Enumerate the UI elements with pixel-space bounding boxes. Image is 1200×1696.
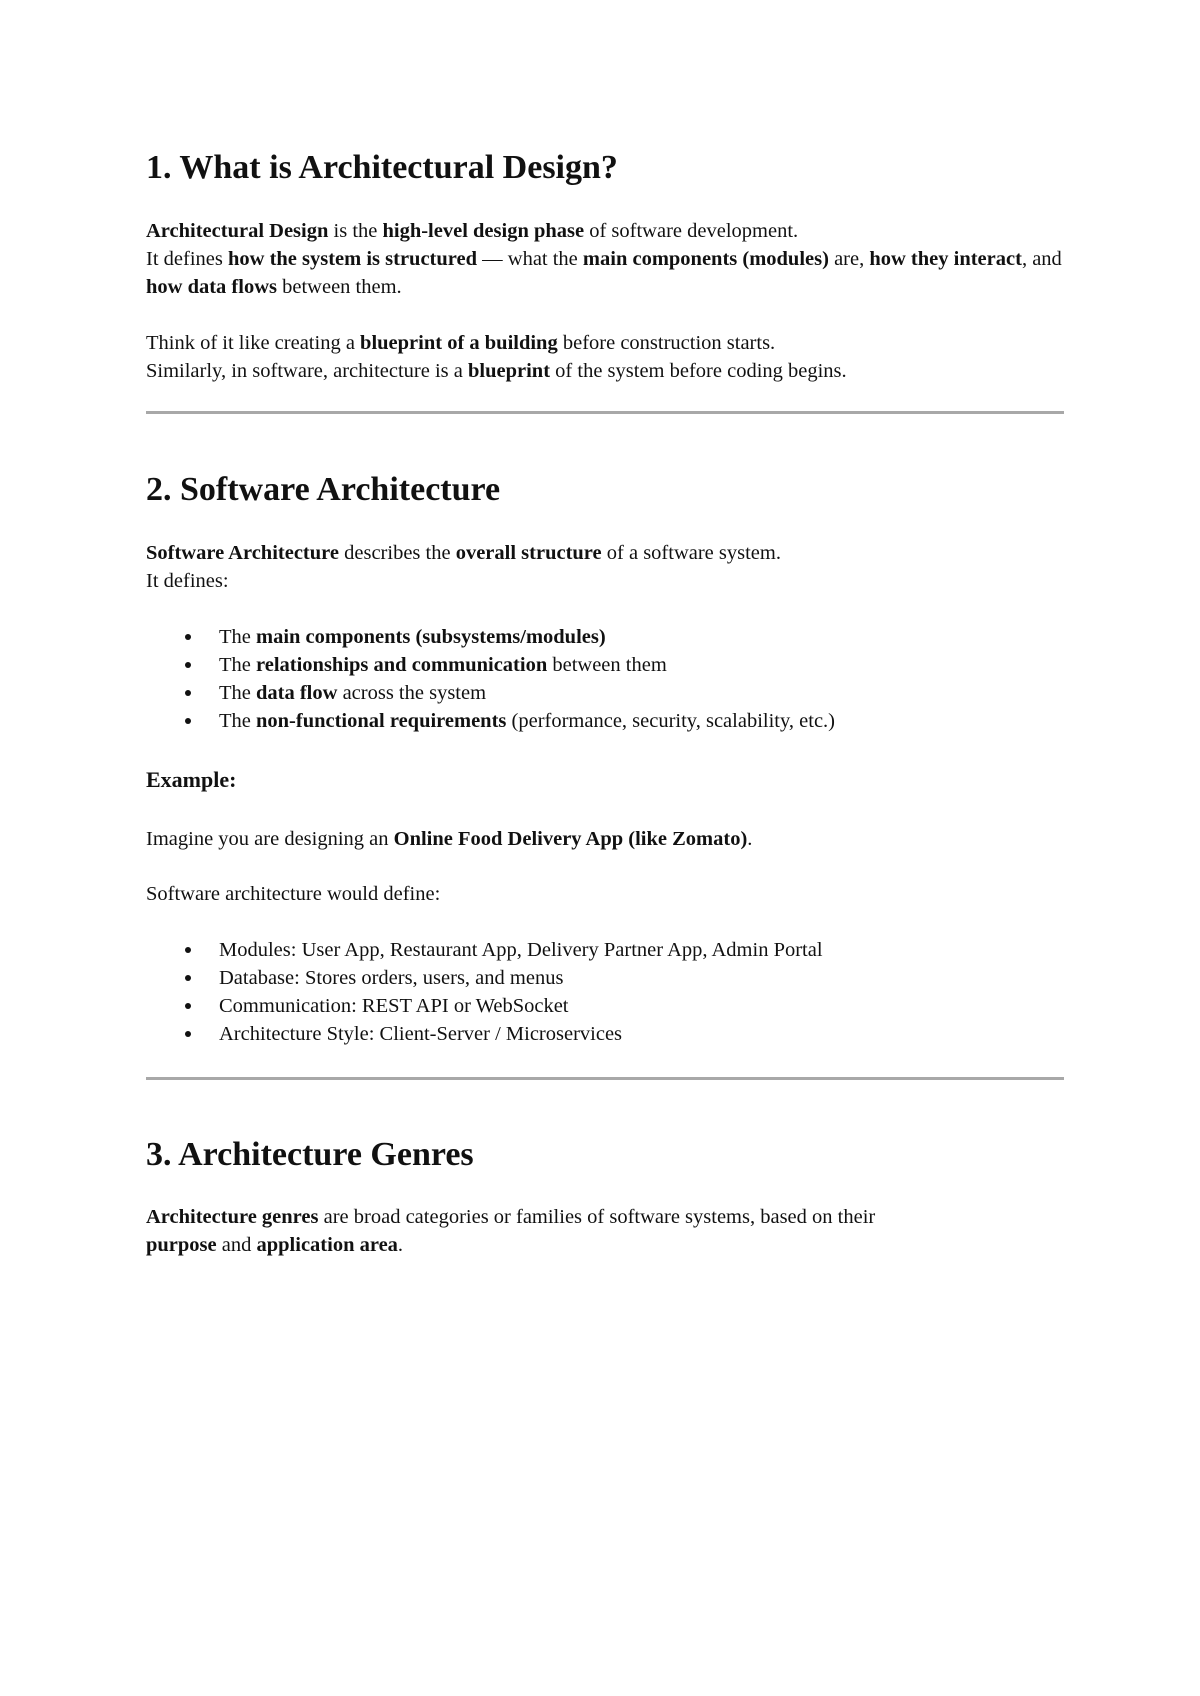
list-item: Modules: User App, Restaurant App, Delivery Partner App, Admin Portal: [146, 936, 1066, 964]
section-2-heading: 2. Software Architecture: [146, 471, 501, 508]
example-heading: Example:: [146, 767, 237, 792]
section-divider: [146, 1077, 1064, 1080]
section-1-paragraph-2: Think of it like creating a blueprint of a building before construction starts. Similarly, in software, architecture is a blueprint of the system before coding begins.: [146, 332, 847, 382]
term-architectural-design: Architectural Design: [146, 220, 329, 242]
section-3-heading: 3. Architecture Genres: [146, 1136, 474, 1173]
list-item: Database: Stores orders, users, and menus: [146, 964, 1066, 992]
example-bullet-list: [146, 936, 1066, 1048]
section-3-paragraph-1: Architecture genres are broad categories or families of software systems, based on their purpose and application area.: [146, 1206, 876, 1256]
list-item: The data flow across the system: [146, 679, 1066, 707]
example-paragraph-2: Software architecture would define:: [146, 883, 441, 905]
section-divider: [146, 411, 1064, 414]
section-1-heading: 1. What is Architectural Design?: [146, 149, 618, 186]
definition-bullet-list: [146, 623, 1066, 735]
list-item: The non-functional requirements (performance, security, scalability, etc.): [146, 707, 1066, 735]
list-item: Communication: REST API or WebSocket: [146, 992, 1066, 1020]
section-2-paragraph-1: Software Architecture describes the overall structure of a software system. It defines:: [146, 542, 781, 592]
example-paragraph-1: Imagine you are designing an Online Food Delivery App (like Zomato).: [146, 828, 753, 850]
section-1-paragraph-1: Architectural Design is the high-level design phase of software development. It defines how the system is structured — what the main components (modules) are, how they interact, and how data flows between them.: [146, 220, 1062, 298]
list-item: The main components (subsystems/modules): [146, 623, 1066, 651]
list-item: Architecture Style: Client-Server / Microservices: [146, 1020, 1066, 1048]
list-item: The relationships and communication between them: [146, 651, 1066, 679]
